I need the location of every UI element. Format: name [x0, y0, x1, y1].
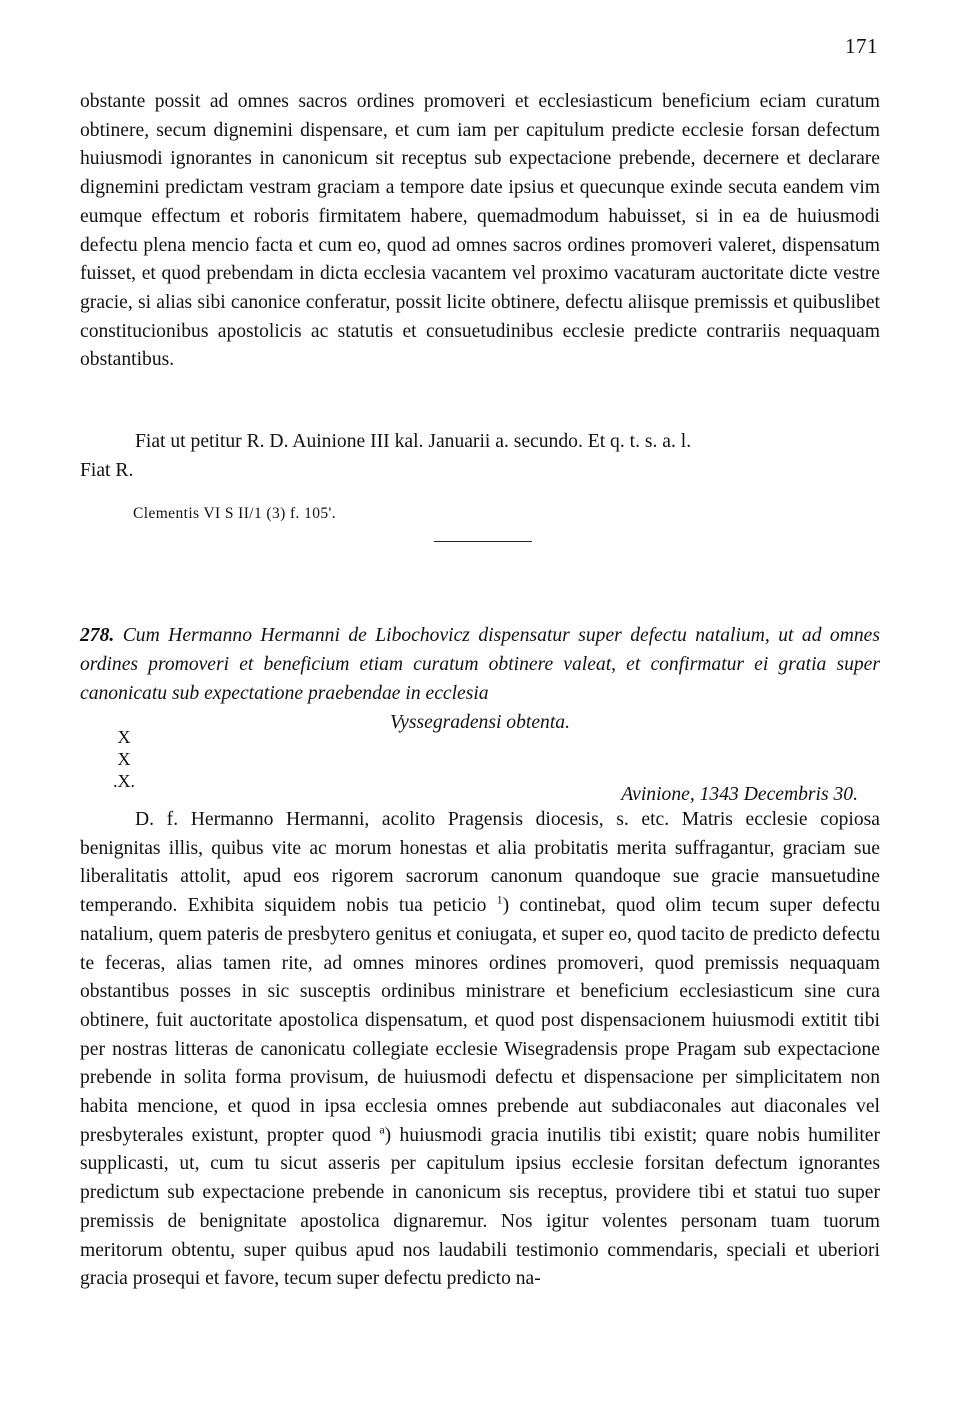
opening-paragraph: obstante possit ad omnes sacros ordines promoveri et ecclesiasticum beneficium eciam curatum obtinere, secum dignemini dispensare, et cum iam per capitulum predicte ecclesie forsan defectum huiusmodi ignorantes in canonicum sit receptus sub expectacione prebende, decernere et declarare dignemini predictam vestram graciam a tempore date ipsius et quecunque exinde secuta eandem vim eumque effectum et roboris firmitatem habere, quemadmodum habuisset, si in ea de huiusmodi defectu plena mencio facta et cum eo, quod ad omnes sacros ordines promoveri valeret, dispensatum fuisset, et quod prebendam in dicta ecclesia vacantem vel proximo vacaturam auctoritate dicte vestre gracie, si alias sibi canonice conferatur, possit licite obtinere, defectu aliisque premissis et quibuslibet constitucionibus apostolicis ac statutis et consuetudinibus ecclesie predicte contrariis nequaquam obstantibus.: [80, 91, 880, 371]
entry-body: [80, 806, 880, 1294]
footnote-marker-a: a: [379, 1122, 385, 1137]
footnote-marker-1: 1: [496, 892, 503, 907]
closing-line-fiat: Fiat R.: [80, 459, 134, 481]
closing-line-petition: Fiat ut petitur R. D. Auinione III kal. Januarii a. secundo. Et q. t. s. a. l.: [135, 431, 692, 452]
body-part-2: ) continebat, quod olim tecum super defectu natalium, quem pateris de presbytero genitus et coniugata, et super eo, quod tacito de predicto defectu te feceras, alias tamen rite, ad omnes minores ordines promoveri, quod premissis nequaquam obstantibus posses in sic susceptis ordinibus ministrare et beneficium ecclesiasticum sine cura obtinere, fuit auctoritate apostolica dispensatum, et quod post dispensacionem huiusmodi extitit tibi per nostras litteras de canonicatu collegiate ecclesie Wisegradensis prope Pragam sub expectacione prebende in solita forma provisum, de huiusmodi defectu et dispensacione per simplicitatem non habita mencione, et quod in ipsa ecclesia omnes prebende aut subdiaconales aut diaconales vel presbyterales existunt, propter quod: [80, 895, 880, 1146]
mark-2: X: [117, 749, 131, 769]
mark-3: .X.: [113, 771, 135, 791]
mark-1: X: [117, 727, 131, 747]
entry-heading-end: Vyssegradensi obtenta.: [390, 712, 570, 733]
entry-heading: [80, 621, 880, 737]
place-date: Avinione, 1343 Decembris 30.: [621, 784, 858, 805]
body-part-1: D. f. Hermanno Hermanni, acolito Pragensis diocesis, s. etc. Matris ecclesie copiosa benignitas illis, quibus vite ac morum honestas et alia probitatis merita suffragantur, graciam sue liberalitatis attolit, apud eos rigorem sacrorum canonum quandoque sue gracie mansuetudine temperando. Exhibita siquidem nobis tua peticio: [80, 809, 880, 917]
closing-formula: [80, 428, 880, 485]
marginal-marks: [104, 726, 144, 792]
section-divider: [434, 541, 532, 542]
entry-heading-text: Cum Hermanno Hermanni de Libochovicz dispensatur super defectu natalium, ut ad omnes ordines promoveri et beneficium etiam curatum obtinere valeat, et confirmatur ei gratia super canonicatu sub expectatione praebendae in ecclesia: [80, 625, 880, 704]
entry-number: 278.: [80, 625, 115, 646]
page-number: 171: [845, 34, 878, 58]
source-reference: Clementis VI S II/1 (3) f. 105'.: [133, 505, 337, 522]
body-part-3: ) huiusmodi gracia inutilis tibi existit; quare nobis humiliter supplicasti, ut, cum tu sicut asseris per capitulum ipsius ecclesie forsitan defectum ignorantes predictum sub expectacione prebende in canonicum sis receptus, providere tibi et statui tuo super premissis de benignitate apostolica dignaremur. Nos igitur volentes personam tuam tuorum meritorum obtentu, super quibus apud nos laudabili testimonio commendaris, speciali et uberiori gracia prosequi et favore, tecum super defectu predicto na-: [80, 1124, 880, 1290]
